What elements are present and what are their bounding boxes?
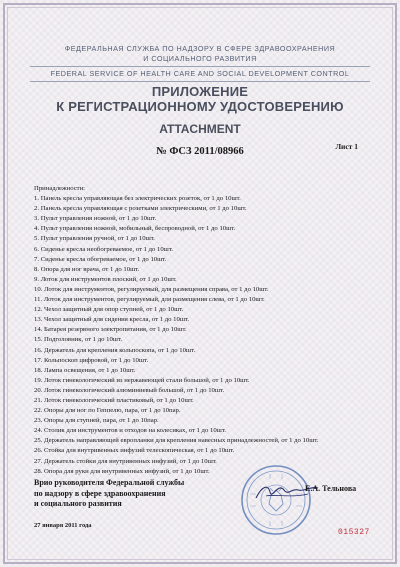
accessory-item: 13. Чехол защитный для сидения кресла, от 1 до 10шт. [34, 316, 190, 324]
accessory-item: 11. Лоток для инструментов, регулируемый, для размещения слева, от 1 до 10шт. [34, 296, 265, 304]
certificate-number: № ФСЗ 2011/08966 [156, 146, 244, 157]
signatory-line1: Врио руководителя Федеральной службы [34, 478, 185, 487]
agency-name-en: FEDERAL SERVICE OF HEALTH CARE AND SOCIAL DEVELOPMENT CONTROL [50, 69, 350, 78]
accessory-item: 6. Сиденье кресла необогреваемое, от 1 до 10шт. [34, 245, 173, 253]
accessory-item: 22. Опоры для ног по Геппелю, пара, от 1 до 10пар. [34, 407, 181, 415]
accessories-heading: Принадлежности: [34, 185, 86, 192]
accessory-item: 2. Панель кресла управляющая с розетками электрическими, от 1 до 10шт. [34, 205, 247, 213]
accessory-item: 8. Опора для ног врача, от 1 до 10шт. [34, 265, 140, 273]
accessory-item: 27. Держатель стойки для внутривенных инфузий, от 1 до 10шт. [34, 457, 217, 465]
signatory-line3: и социального развития [34, 499, 122, 508]
signature-date: 27 января 2011 года [34, 522, 92, 529]
agency-header [18, 44, 382, 84]
accessory-item: 15. Подголовник, от 1 до 10шт. [34, 336, 123, 344]
accessory-item: 28. Опора для руки для внутривенных инфузий, от 1 до 10шт. [34, 467, 210, 475]
signatory-name: Е.А. Тельнова [305, 484, 357, 493]
agency-name-ru-line2: И СОЦИАЛЬНОГО РАЗВИТИЯ [143, 54, 257, 63]
signatory-line2: по надзору в сфере здравоохранения [34, 488, 166, 498]
accessory-item: 19. Лоток гинекологический из нержавеющей стали большой, от 1 до 10шт. [34, 376, 250, 384]
document-title [0, 84, 400, 114]
accessory-item: 9. Лоток для инструментов плоский, от 1 до 10шт. [34, 275, 177, 283]
serial-number: 015327 [338, 528, 370, 537]
accessory-item: 25. Держатель направляющей европланки для крепления навесных принадлежностей, от 1 до 10шт. [34, 437, 319, 445]
accessory-item: 18. Лампа освещения, от 1 до 10шт. [34, 366, 136, 374]
attachment-label: ATTACHMENT [159, 122, 241, 136]
accessory-item: 12. Чехол защитный для опор ступней, от 1 до 10шт. [34, 306, 184, 314]
accessory-item: 7. Сиденье кресла обогреваемое, от 1 до 10шт. [34, 255, 167, 263]
sheet-number: Лист 1 [335, 142, 358, 151]
header-divider-bottom [30, 81, 370, 82]
accessory-item: 14. Батарея резервного электропитания, от 1 до 10шт. [34, 326, 187, 334]
accessory-item: 26. Стойка для внутривенных инфузий телескопическая, от 1 до 10шт. [34, 447, 235, 455]
accessory-item: 16. Держатель для крепления кольпоскопа, от 1 до 10шт. [34, 346, 196, 354]
accessory-item: 23. Опоры для ступней, пара, от 1 до 10пар. [34, 417, 159, 425]
accessory-item: 10. Лоток для инструментов, регулируемый, для размещения справа, от 1 до 10шт. [34, 285, 269, 293]
signatory-title [34, 478, 184, 510]
accessory-item: 5. Пульт управления ручной, от 1 до 10шт. [34, 235, 155, 243]
accessory-item: 4. Пульт управления ножной, мобильный, беспроводной, от 1 до 10шт. [34, 225, 236, 233]
title-line1: ПРИЛОЖЕНИЕ [151, 84, 249, 99]
accessory-item: 1. Панель кресла управляющая без электрических розеток, от 1 до 10шт. [34, 195, 241, 203]
accessory-item: 24. Столик для инструментов и отходов на колесиках, от 1 до 10шт. [34, 427, 226, 435]
accessory-item: 17. Кольпоскоп цифровой, от 1 до 10шт. [34, 356, 149, 364]
accessory-item: 3. Пульт управления ножной, от 1 до 10шт. [34, 215, 157, 223]
accessory-item: 21. Лоток гинекологический пластиковый, от 1 до 10шт. [34, 396, 194, 404]
header-divider [30, 66, 370, 67]
agency-name-ru-line1: ФЕДЕРАЛЬНАЯ СЛУЖБА ПО НАДЗОРУ В СФЕРЕ ЗДРАВООХРАНЕНИЯ [64, 44, 336, 53]
title-line2: К РЕГИСТРАЦИОННОМУ УДОСТОВЕРЕНИЮ [56, 99, 344, 114]
accessory-item: 20. Лоток гинекологический алюминиевый большой, от 1 до 10шт. [34, 386, 225, 394]
accessories-list [34, 184, 389, 477]
